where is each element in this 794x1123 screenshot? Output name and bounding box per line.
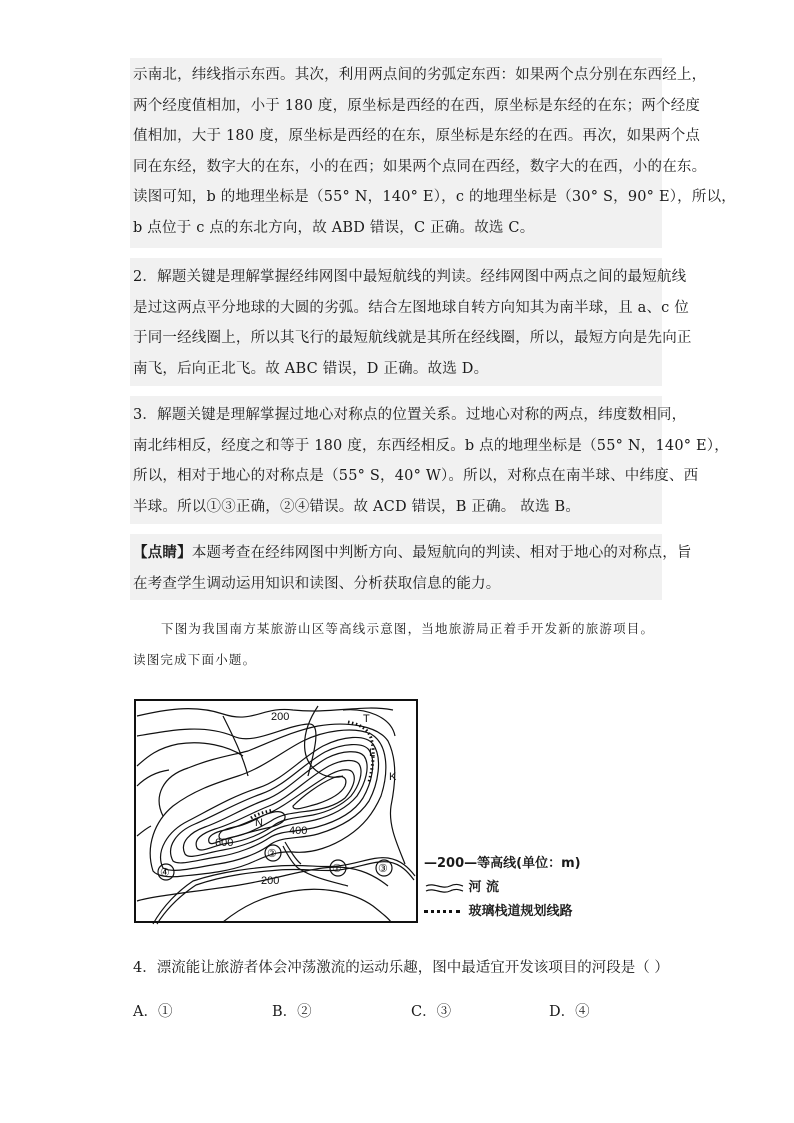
site-label-2: ②	[267, 848, 277, 860]
legend-contour: —200—等高线(单位：m)	[424, 856, 581, 871]
text-line: b 点位于 c 点的东北方向，故 ABD 错误，C 正确。故选 C。	[133, 219, 535, 236]
text-line: 所以，相对于地心的对称点是（55° S，40° W）。所以，对称点在南半球、中纬度、西	[133, 468, 699, 484]
option-b[interactable]: B．②	[272, 1004, 312, 1020]
lead-line-1: 下图为我国南方某旅游山区等高线示意图，当地旅游局正着手开发新的旅游项目。	[161, 621, 655, 636]
text-line: 于同一经线圈上，所以其飞行的最短航线就是其所在经线圈，所以，最短方向是先向正	[133, 330, 692, 346]
text-line: 示南北，纬线指示东西。其次，利用两点间的劣弧定东西：如果两个点分别在东西经上，	[133, 67, 707, 83]
legend-glass-path-label: 玻璃栈道规划线路	[468, 904, 573, 919]
contour-line	[137, 724, 316, 776]
text-line: 同在东经，数字大的在东，小的在西；如果两个点同在西经，数字大的在西，小的在东。	[133, 158, 707, 175]
text-line: 在考查学生调动运用知识和读图、分析获取信息的能力。	[133, 575, 501, 592]
text-line: 是过这两点平分地球的大圆的劣弧。结合左图地球自转方向知其为南半球，且 a、c 位	[133, 299, 689, 316]
text-line: 3．解题关键是理解掌握过地心对称点的位置关系。过地心对称的两点，纬度数相同，	[133, 407, 687, 423]
text-line: 半球。所以①③正确，②④错误。故 ACD 错误，B 正确。 故选 B。	[133, 498, 581, 515]
text-line: 值相加，大于 180 度，原坐标是西经的在东，原坐标是东经的在西。再次，如果两个点	[133, 128, 701, 144]
explanation-paragraph-3	[133, 400, 729, 522]
legend-river-row	[424, 876, 499, 895]
contour-map-svg	[133, 696, 423, 926]
contour-label-600: 600	[215, 837, 234, 849]
legend-glass-path-row	[424, 900, 573, 919]
map-frame	[135, 700, 417, 922]
text-line: 南北纬相反，经度之和等于 180 度，东西经相反。b 点的地理坐标是（55° N，140° E），	[133, 437, 729, 454]
text-line: 2．解题关键是理解掌握经纬网图中最短航线的判读。经纬网图中两点之间的最短航线	[133, 269, 687, 285]
contour-label-200-top: 200	[271, 711, 290, 723]
contour-map	[133, 696, 423, 930]
option-c[interactable]: C．③	[411, 1004, 452, 1020]
option-a[interactable]: A．①	[133, 1004, 173, 1020]
contour-line	[137, 743, 243, 766]
contour-label-400: 400	[289, 825, 308, 837]
question-4-stem: 4．漂流能让旅游者体会冲荡激流的运动乐趣，图中最适宜开发该项目的河段是（ ）	[133, 960, 669, 976]
site-label-4: ④	[160, 867, 170, 879]
site-label-1: ①	[332, 863, 342, 875]
river-symbol-icon	[424, 881, 464, 895]
contour-line	[223, 889, 391, 922]
contour-line	[137, 826, 151, 836]
option-d[interactable]: D．④	[549, 1004, 590, 1020]
question-lead	[133, 613, 663, 675]
contour-label-200-bottom: 200	[261, 875, 280, 887]
point-label-l: L	[369, 747, 376, 759]
text-line: 读图可知，b 的地理坐标是（55° N，140° E），c 的地理坐标是（30° S，90° E），所以，	[133, 189, 736, 205]
text-line	[133, 538, 692, 569]
river	[285, 842, 301, 864]
site-label-3: ③	[378, 863, 388, 875]
point-label-n: N	[255, 817, 263, 829]
contour-line	[223, 716, 248, 776]
dotted-line-icon	[424, 910, 460, 913]
legend-river-label: 河 流	[468, 880, 500, 895]
explanation-comment	[133, 538, 692, 599]
explanation-paragraph-1	[133, 60, 736, 243]
text-line: 南飞，后向正北飞。故 ABC 错误，D 正确。故选 D。	[133, 360, 489, 377]
explanation-paragraph-2	[133, 262, 692, 384]
point-label-t: T	[363, 713, 370, 725]
text-line: 两个经度值相加，小于 180 度，原坐标是西经的在西，原坐标是东经的在东；两个经度	[133, 97, 701, 114]
lead-line-2: 读图完成下面小题。	[133, 652, 257, 667]
point-label-k: K	[389, 771, 397, 783]
comment-label: 【点睛】	[133, 544, 192, 561]
comment-text: 本题考查在经纬网图中判断方向、最短航向的判读、相对于地心的对称点，旨	[191, 545, 692, 561]
